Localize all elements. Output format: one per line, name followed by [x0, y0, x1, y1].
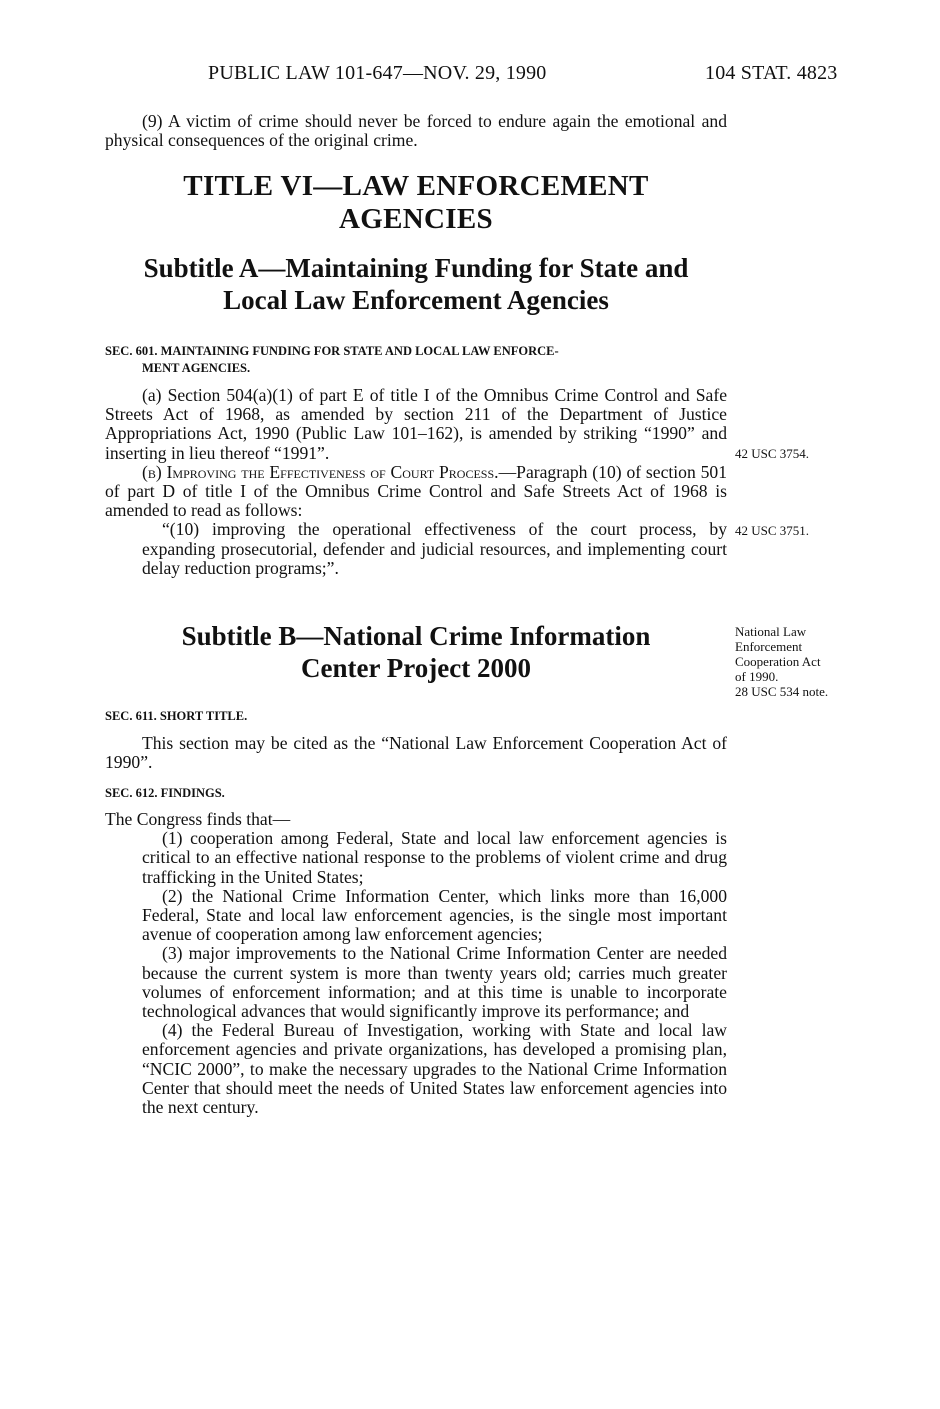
sec-611-body: [105, 734, 727, 772]
sec-601-para-b-text: —Paragraph (10) of section 501 of part D of title I of the Omnibus Crime Control and Safe Streets Act of 1968 is amended to read as follows:: [105, 461, 727, 521]
margin-note-42-usc-3751: 42 USC 3751.: [735, 523, 810, 538]
subtitle-a-line-2: Local Law Enforcement Agencies: [223, 285, 609, 315]
subtitle-b-line-2: Center Project 2000: [301, 653, 531, 683]
title-heading: [105, 170, 727, 236]
title-line-2: AGENCIES: [339, 203, 493, 235]
sec-612-body: [105, 810, 727, 1117]
margin-note-act-line-2: Enforcement: [735, 639, 803, 654]
finding-item-4: (4) the Federal Bureau of Investigation, working with State and local law enforcement agencies and private organizations, has developed a promising plan, “NCIC 2000”, to make the necessary upgrades to the National Crime Information Center that should meet the needs of United States law enforcement agencies into the next century.: [142, 1020, 727, 1118]
margin-note-42-usc-3754: 42 USC 3754.: [735, 446, 810, 461]
margin-note-act-line-5: 28 USC 534 note.: [735, 684, 829, 699]
subtitle-b-heading: [105, 620, 727, 684]
sec-601-para-b-lead: (b) Improving the Effectiveness of Court Process.: [142, 461, 499, 482]
sec-612-lead: The Congress finds that—: [105, 809, 291, 829]
finding-item-3: (3) major improvements to the National Crime Information Center are needed because the current system is more than twenty years old; carries much greater volumes of enforcement information; and at this time is unable to incorporate technological advances that would significantly improve its performance; and: [142, 943, 727, 1022]
sec-601-para-b: [105, 463, 727, 521]
subtitle-b-line-1: Subtitle B—National Crime Information: [181, 621, 651, 651]
sec-601-para-a: (a) Section 504(a)(1) of part E of title I of the Omnibus Crime Control and Safe Streets Act of 1968, as amended by section 211 of the Department of Justice Appropriations Act, 1990 (Public Law 101–162), is amended by striking “1990” and inserting in lieu thereof “1991”.: [105, 385, 727, 463]
running-head-left: PUBLIC LAW 101-647—NOV. 29, 1990: [208, 62, 547, 84]
sec-601-heading-line-2: MENT AGENCIES.: [142, 361, 251, 375]
subtitle-a-line-1: Subtitle A—Maintaining Funding for State and: [143, 253, 689, 283]
sec-612-heading: SEC. 612. FINDINGS.: [105, 786, 225, 800]
margin-note-act-line-1: National Law: [735, 624, 807, 639]
sec-601-heading: [105, 343, 727, 377]
finding-item-9: (9) A victim of crime should never be forced to endure again the emotional and physical consequences of the original crime.: [105, 111, 727, 151]
findings-list: [142, 829, 727, 1117]
sec-601-heading-line-1: SEC. 601. MAINTAINING FUNDING FOR STATE AND LOCAL LAW ENFORCE-: [105, 344, 559, 358]
sec-601-body: [105, 386, 727, 578]
margin-note-act-line-4: of 1990.: [735, 669, 779, 684]
title-line-1: TITLE VI—LAW ENFORCEMENT: [183, 170, 649, 202]
margin-note-act-line-3: Cooperation Act: [735, 654, 821, 669]
subtitle-a-heading: [105, 252, 727, 316]
finding-item-2: (2) the National Crime Information Center, which links more than 16,000 Federal, State and local law enforcement agencies, is the single most important avenue of cooperation among law enforcement agencies;: [142, 885, 727, 945]
sec-611-text: This section may be cited as the “National Law Enforcement Cooperation Act of 1990”.: [105, 733, 727, 773]
margin-note-act-name: [735, 624, 828, 699]
sec-611-heading: SEC. 611. SHORT TITLE.: [105, 709, 248, 723]
finding-item-1: (1) cooperation among Federal, State and local law enforcement agencies is critical to an effective national response to the problems of violent crime and drug trafficking in the United States;: [142, 828, 727, 887]
running-head-right: 104 STAT. 4823: [705, 62, 838, 84]
sec-601-quote: “(10) improving the operational effectiveness of the court process, by expanding prosecutorial, defender and judicial resources, and implementing court delay reduction programs;”.: [142, 519, 727, 578]
intro-block: [105, 112, 727, 150]
